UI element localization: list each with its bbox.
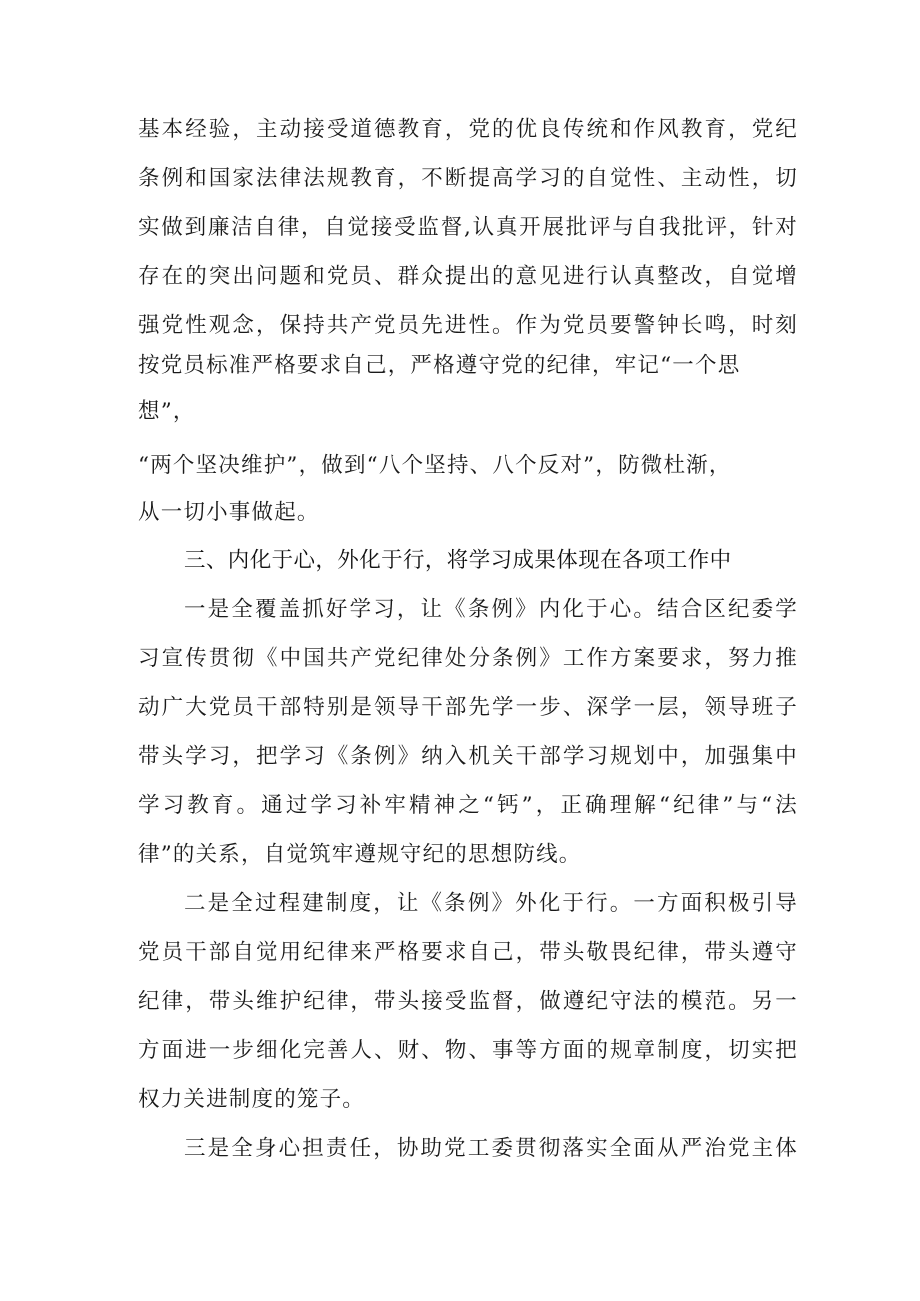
paragraph-line: 律”的关系，自觉筑牢遵规守纪的思想防线。 <box>138 842 582 867</box>
paragraph-line: 纪律，带头维护纪律，带头接受监督，做遵纪守法的模范。另一 <box>138 989 798 1014</box>
paragraph-line: 强党性观念，保持共产党员先进性。作为党员要警钟长鸣，时刻 <box>138 313 798 338</box>
paragraph-line: “两个坚决维护”，做到“八个坚持、八个反对”，防微杜渐， <box>138 453 732 478</box>
paragraph-line: 权力关进制度的笼子。 <box>138 1087 366 1112</box>
paragraph-line: 动广大党员干部特别是领导干部先学一步、深学一层，领导班子 <box>138 695 798 720</box>
paragraph-line: 基本经验，主动接受道德教育，党的优良传统和作风教育，党纪 <box>138 117 798 142</box>
paragraph-line: 方面进一步细化完善人、财、物、事等方面的规章制度，切实把 <box>138 1038 798 1063</box>
section-heading: 三、内化于心，外化于行，将学习成果体现在各项工作中 <box>184 548 732 573</box>
paragraph-line: 带头学习，把学习《条例》纳入机关干部学习规划中，加强集中 <box>138 744 798 769</box>
paragraph-line: 三是全身心担责任，协助党工委贯彻落实全面从严治党主体 <box>184 1136 798 1161</box>
paragraph-line: 想”， <box>138 399 196 424</box>
paragraph-line: 党员干部自觉用纪律来严格要求自己，带头敬畏纪律，带头遵守 <box>138 940 798 965</box>
paragraph-line: 条例和国家法律法规教育，不断提高学习的自觉性、主动性，切 <box>138 166 798 191</box>
paragraph-line: 二是全过程建制度，让《条例》外化于行。一方面积极引导 <box>184 891 798 916</box>
paragraph-line: 实做到廉洁自律，自觉接受监督,认真开展批评与自我批评，针对 <box>138 215 798 240</box>
paragraph-line: 从一切小事做起。 <box>138 500 320 525</box>
paragraph-line: 按党员标准严格要求自己，严格遵守党的纪律，牢记“一个思 <box>138 353 741 378</box>
paragraph-line: 学习教育。通过学习补牢精神之“钙”，正确理解“纪律”与“法 <box>138 793 798 818</box>
paragraph-line: 一是全覆盖抓好学习，让《条例》内化于心。结合区纪委学 <box>184 597 798 622</box>
paragraph-line: 存在的突出问题和党员、群众提出的意见进行认真整改，自觉增 <box>138 264 798 289</box>
paragraph-line: 习宣传贯彻《中国共产党纪律处分条例》工作方案要求，努力推 <box>138 646 798 671</box>
